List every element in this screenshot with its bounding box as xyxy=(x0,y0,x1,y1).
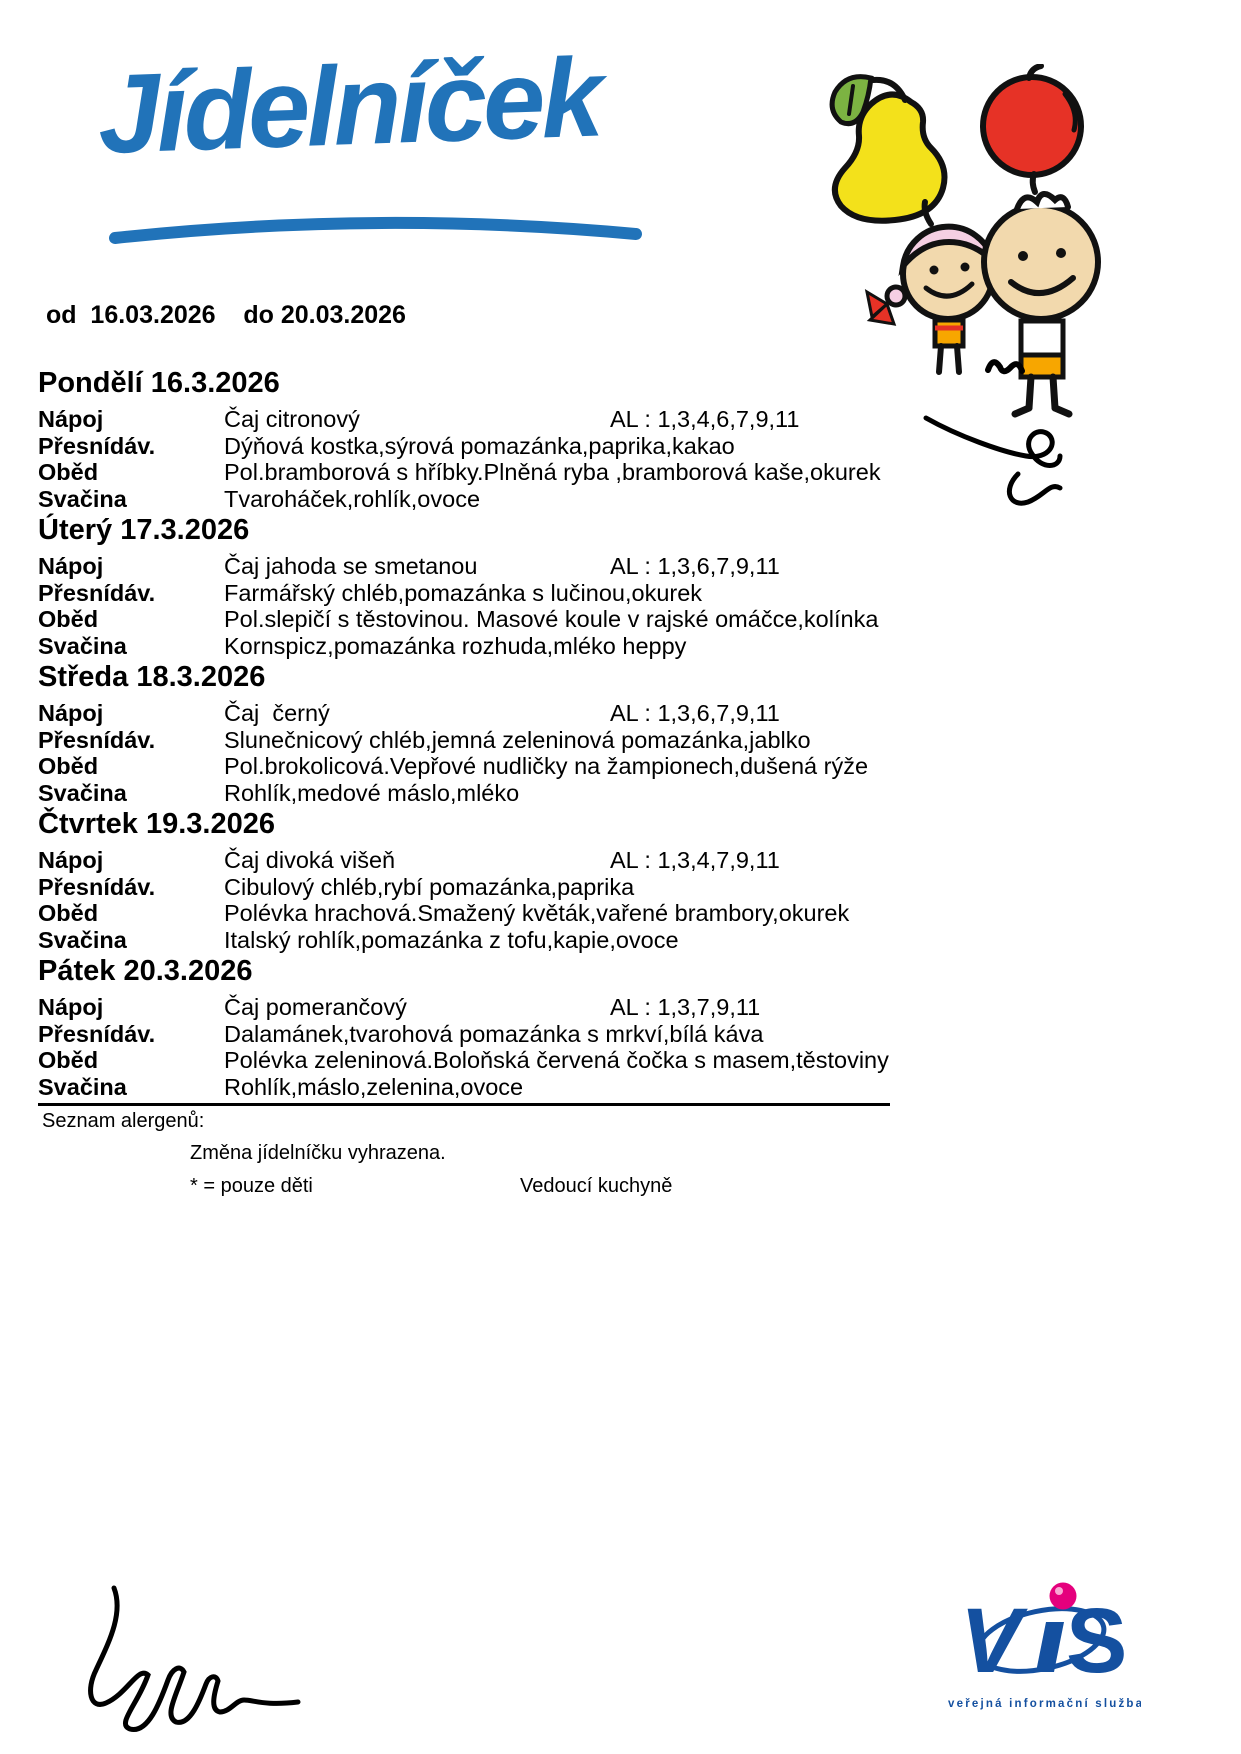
meal-label: Oběd xyxy=(38,900,99,926)
meal-row xyxy=(38,580,1058,607)
vis-logo xyxy=(946,1576,1141,1721)
meal-row xyxy=(38,874,1058,901)
meal-text: Farmářský chléb,pomazánka s lučinou,okurek xyxy=(224,579,703,606)
meal-label: Oběd xyxy=(38,606,99,632)
meal-row xyxy=(38,900,1058,927)
meal-row xyxy=(38,753,1058,780)
meal-row xyxy=(38,1047,1058,1074)
meal-label: Přesnídáv. xyxy=(38,432,156,459)
meal-text: Cibulový chléb,rybí pomazánka,paprika xyxy=(224,873,635,900)
meal-text: Pol.brokolicová.Vepřové nudličky na žampionech,dušená rýže xyxy=(224,753,869,779)
meal-text: Kornspicz,pomazánka rozhuda,mléko heppy xyxy=(224,632,687,659)
meal-row xyxy=(38,553,1058,580)
meal-label: Nápoj xyxy=(38,994,104,1020)
meal-row xyxy=(38,927,1058,954)
jidelnicek-logo-text: Jídelníček xyxy=(95,34,602,177)
meal-label: Nápoj xyxy=(38,553,104,579)
meal-row xyxy=(38,406,1058,433)
meal-row xyxy=(38,1021,1058,1048)
allergen-codes: AL : 1,3,4,6,7,9,11 xyxy=(610,406,800,432)
pear-icon xyxy=(832,77,944,221)
meal-label: Nápoj xyxy=(38,847,104,873)
meal-label: Oběd xyxy=(38,1047,99,1073)
meal-label: Přesnídáv. xyxy=(38,726,156,753)
meal-label: Svačina xyxy=(38,632,127,659)
meal-text: Tvaroháček,rohlík,ovoce xyxy=(224,485,481,512)
meal-row xyxy=(38,847,1058,874)
meal-row xyxy=(38,633,1058,660)
vis-letter-s: S xyxy=(1066,1590,1128,1692)
allergen-list-label: Seznam alergenů: xyxy=(42,1110,205,1132)
meal-text: Dalamánek,tvarohová pomazánka s mrkví,bílá káva xyxy=(224,1020,764,1047)
meal-text: Čaj pomerančový xyxy=(224,994,407,1020)
meal-text: Dýňová kostka,sýrová pomazánka,paprika,kakao xyxy=(224,432,735,459)
allergen-codes: AL : 1,3,6,7,9,11 xyxy=(610,553,780,579)
meal-text: Pol.slepičí s těstovinou. Masové koule v rajské omáčce,kolínka xyxy=(224,606,879,632)
meal-row xyxy=(38,700,1058,727)
meal-label: Přesnídáv. xyxy=(38,1020,156,1047)
meal-label: Oběd xyxy=(38,459,99,485)
meal-row xyxy=(38,433,1058,460)
meal-text: Rohlík,máslo,zelenina,ovoce xyxy=(224,1073,524,1100)
meal-label: Nápoj xyxy=(38,406,104,432)
meal-label: Oběd xyxy=(38,753,99,779)
day-title: Úterý 17.3.2026 xyxy=(38,514,250,546)
meal-text: Polévka zeleninová.Boloňská červená čočka s masem,těstoviny xyxy=(224,1047,889,1073)
day-title: Pondělí 16.3.2026 xyxy=(38,367,280,399)
meal-text: Italský rohlík,pomazánka z tofu,kapie,ovoce xyxy=(224,926,679,953)
day-title: Středa 18.3.2026 xyxy=(38,661,266,693)
date-range: od 16.03.2026 do 20.03.2026 xyxy=(46,301,406,329)
meal-row xyxy=(38,727,1058,754)
day-section-monday xyxy=(38,368,1058,512)
menu-content xyxy=(38,300,1058,1133)
meal-label: Přesnídáv. xyxy=(38,873,156,900)
meal-row xyxy=(38,780,1058,807)
meal-text: Rohlík,medové máslo,mléko xyxy=(224,779,520,806)
meal-text: Polévka hrachová.Smažený květák,vařené brambory,okurek xyxy=(224,900,850,926)
logo-swoosh-icon xyxy=(103,202,648,252)
meal-row xyxy=(38,994,1058,1021)
meal-text: Čaj divoká višeň xyxy=(224,847,396,873)
meal-text: Pol.bramborová s hříbky.Plněná ryba ,bramborová kaše,okurek xyxy=(224,459,881,485)
meal-label: Nápoj xyxy=(38,700,104,726)
meal-label: Svačina xyxy=(38,926,127,953)
vis-dot-highlight xyxy=(1055,1587,1063,1595)
allergen-codes: AL : 1,3,7,9,11 xyxy=(610,994,761,1020)
allergen-codes: AL : 1,3,4,7,9,11 xyxy=(610,847,780,873)
head-chef-label: Vedoucí kuchyně xyxy=(520,1175,673,1197)
meal-text: Čaj černý xyxy=(224,700,330,726)
day-section-thursday xyxy=(38,809,1058,953)
day-title: Pátek 20.3.2026 xyxy=(38,955,253,987)
meal-row xyxy=(38,606,1058,633)
handwritten-signature-bottom xyxy=(66,1582,311,1752)
menu-change-note: Změna jídelníčku vyhrazena. xyxy=(190,1142,446,1164)
meal-label: Svačina xyxy=(38,485,127,512)
meal-text: Čaj jahoda se smetanou xyxy=(224,553,478,579)
day-section-tuesday xyxy=(38,515,1058,659)
meal-row xyxy=(38,1074,1058,1101)
children-only-note: * = pouze děti xyxy=(190,1175,313,1197)
allergen-codes: AL : 1,3,6,7,9,11 xyxy=(610,700,780,726)
vis-subtitle: veřejná informační služba xyxy=(948,1698,1141,1710)
meal-label: Svačina xyxy=(38,779,127,806)
divider-line xyxy=(38,1103,890,1106)
day-section-wednesday xyxy=(38,662,1058,806)
meal-row xyxy=(38,486,1058,513)
day-title: Čtvrtek 19.3.2026 xyxy=(38,808,275,840)
meal-text: Čaj citronový xyxy=(224,406,360,432)
meal-label: Svačina xyxy=(38,1073,127,1100)
meal-label: Přesnídáv. xyxy=(38,579,156,606)
vis-letter-v: V xyxy=(960,1590,1022,1692)
meal-row xyxy=(38,459,1058,486)
apple-icon xyxy=(983,66,1081,175)
day-section-friday xyxy=(38,956,1058,1100)
meal-text: Slunečnicový chléb,jemná zeleninová pomazánka,jablko xyxy=(224,726,811,753)
